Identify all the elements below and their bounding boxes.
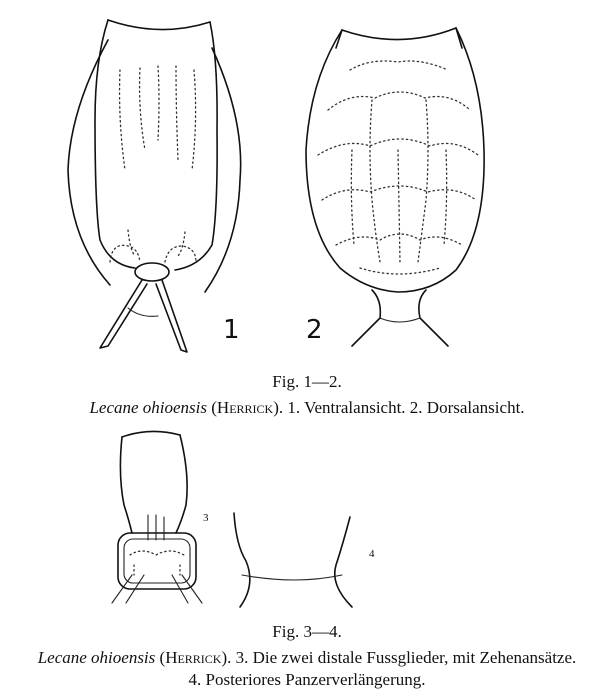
dorsal-view-illustration xyxy=(306,28,484,346)
foot-segments-illustration xyxy=(112,431,202,603)
species-name: Lecane ohioensis xyxy=(37,648,156,667)
caption-text-line1: 3. Die zwei distale Fussglieder, mit Zehenansätze. xyxy=(235,648,577,667)
author-name: (Herrick). xyxy=(211,398,284,417)
figure-1-2-label: Fig. 1—2. xyxy=(272,372,342,391)
figure-1-2-caption xyxy=(0,398,614,418)
figure-3-4-drawing xyxy=(0,425,614,625)
figure-3-4-caption-line1 xyxy=(0,648,614,668)
figure-3-4-label: Fig. 3—4. xyxy=(272,622,342,641)
species-name: Lecane ohioensis xyxy=(89,398,208,417)
posterior-extension-illustration xyxy=(234,513,352,607)
ventral-view-illustration xyxy=(68,20,241,352)
panel-label-2: 2 xyxy=(306,315,323,345)
caption-text: 1. Ventralansicht. 2. Dorsalansicht. xyxy=(287,398,525,417)
panel-label-1: 1 xyxy=(223,315,240,345)
figure-3-4-caption-line2: 4. Posteriores Panzerverlängerung. xyxy=(188,670,426,689)
panel-label-3: 3 xyxy=(203,512,209,524)
author-name: (Herrick). xyxy=(159,648,232,667)
panel-label-4: 4 xyxy=(369,548,375,560)
